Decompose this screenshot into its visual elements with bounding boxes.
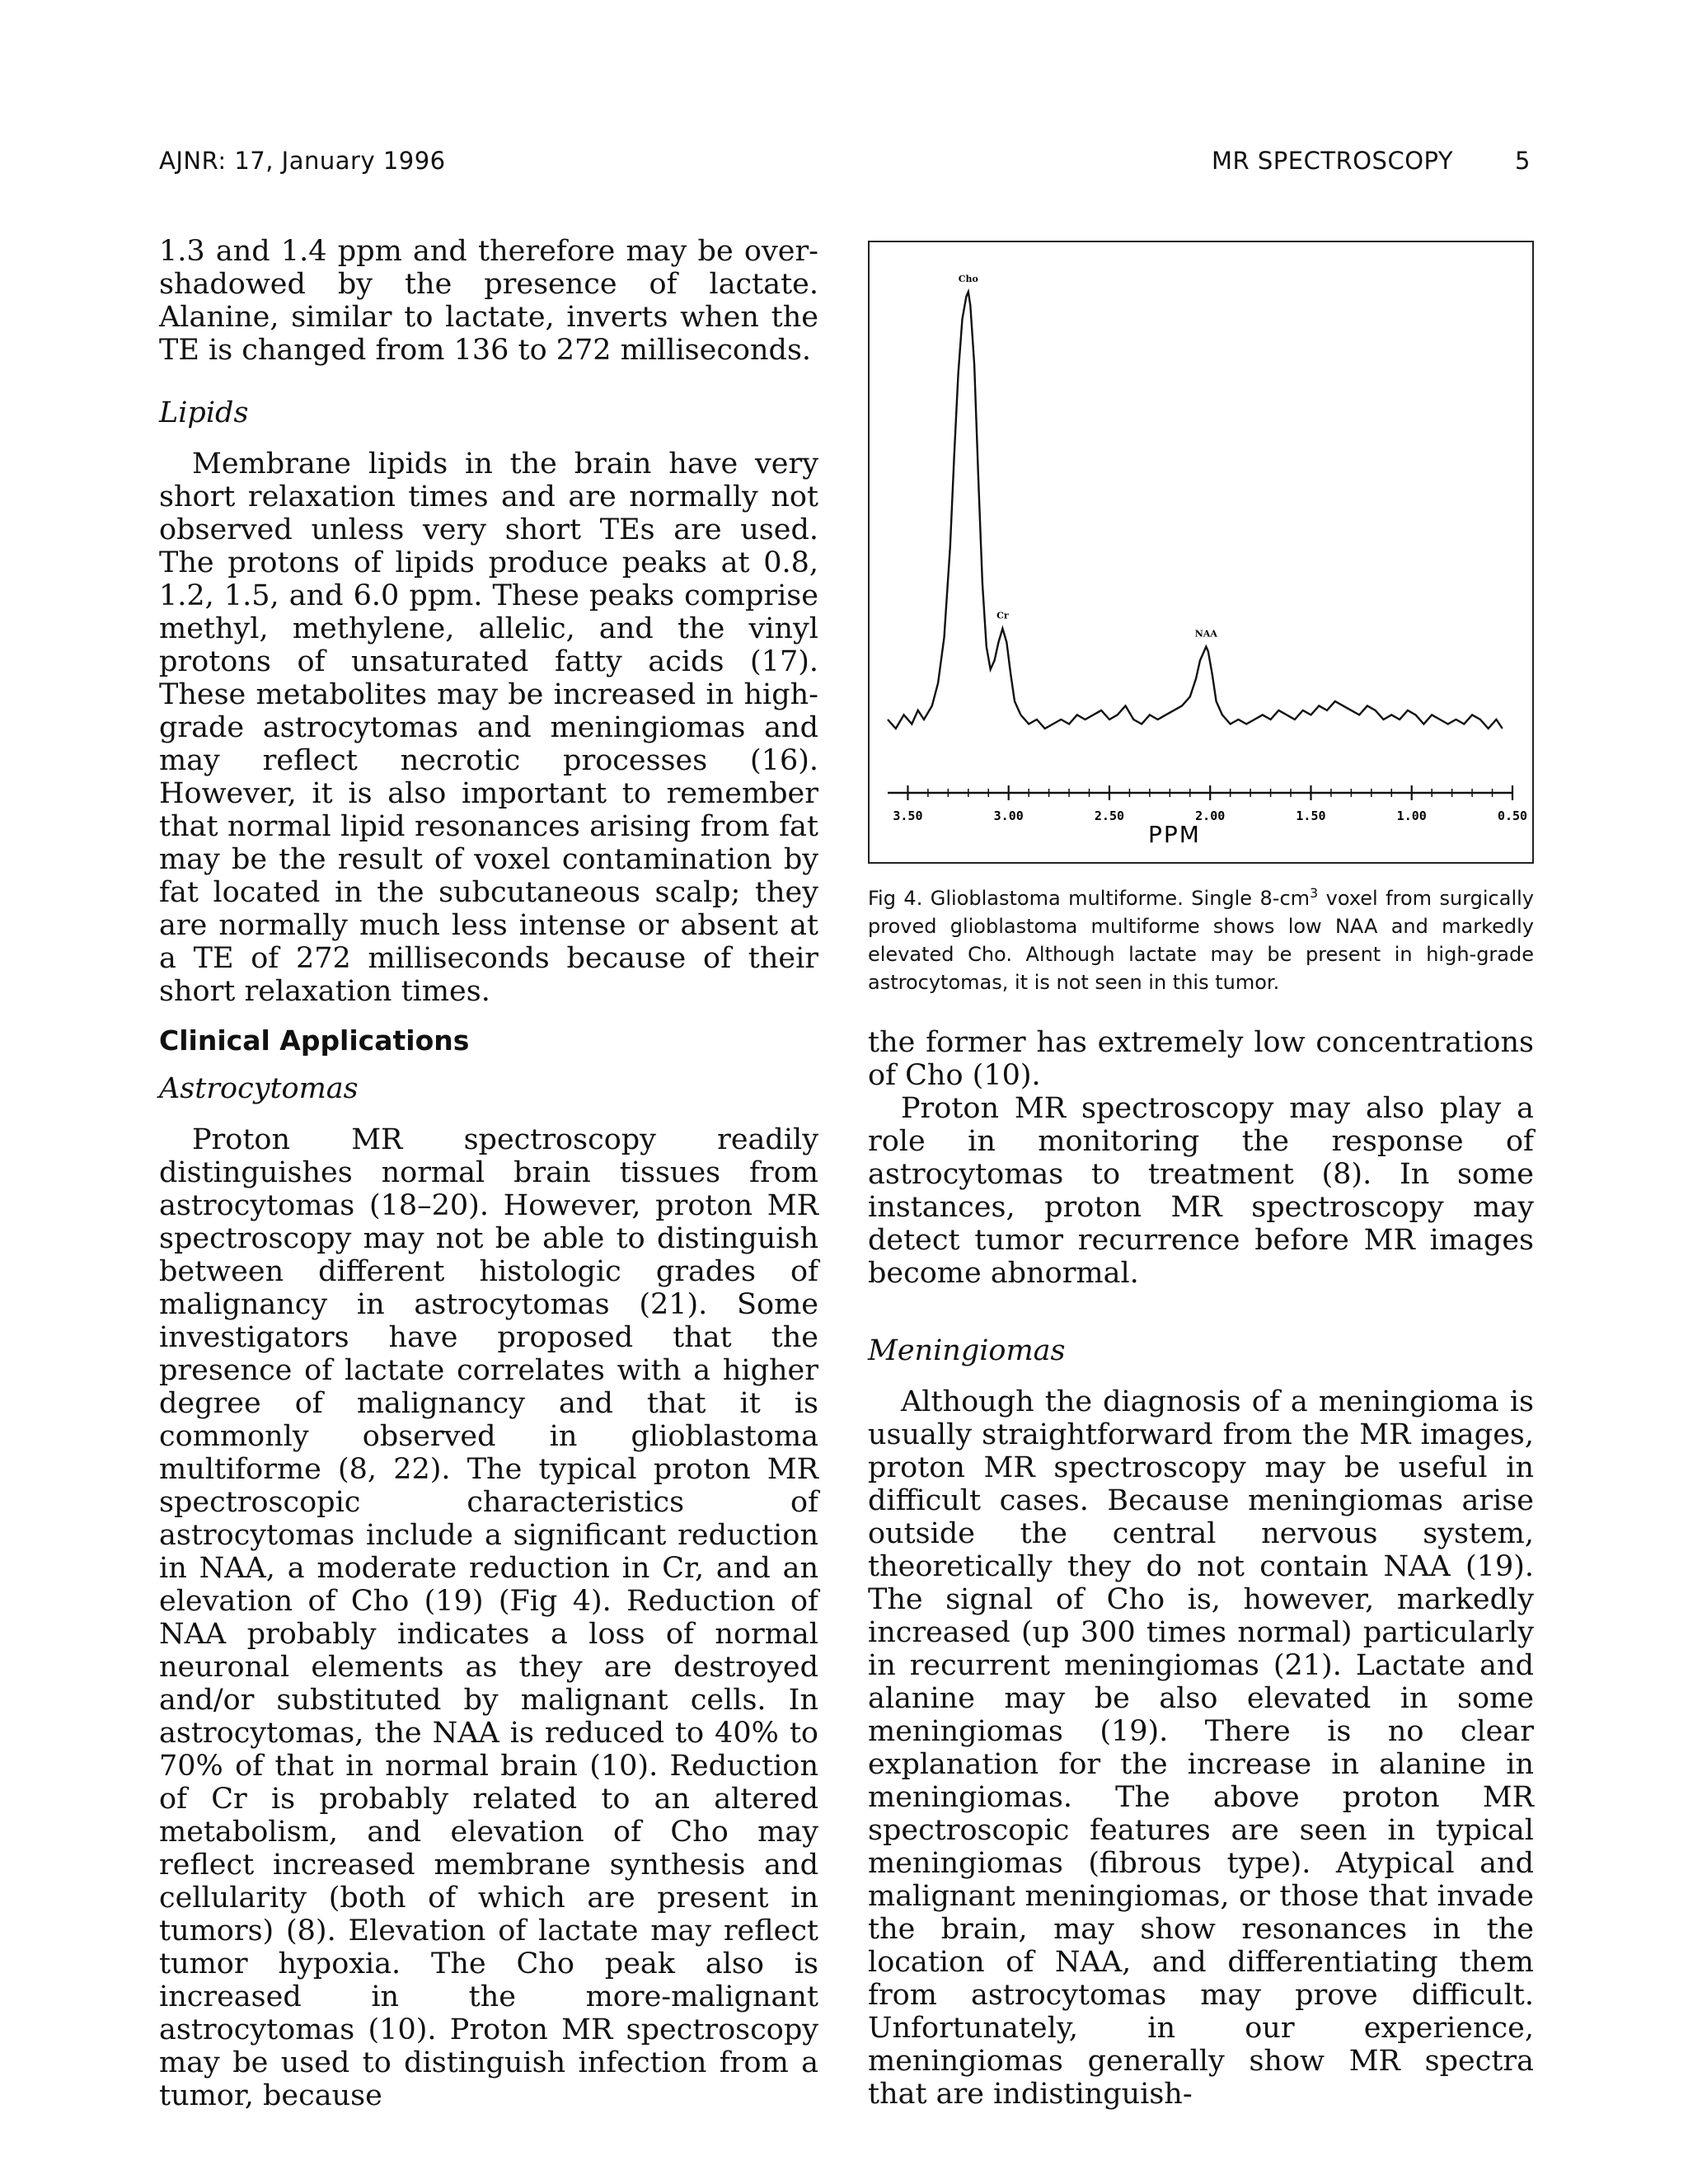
running-head-journal: AJNR: 17, January 1996: [159, 147, 446, 175]
x-axis-label: PPM: [1148, 821, 1201, 848]
peak-label-naa: NAA: [1194, 628, 1217, 640]
x-tick-label: 3.50: [893, 808, 923, 823]
section-heading-meningiomas: Meningiomas: [868, 1334, 1066, 1367]
left-column-bottom: [159, 1024, 818, 2112]
peak-label-cr: Cr: [996, 610, 1009, 621]
running-head-section: MR SPECTROSCOPY: [1212, 147, 1454, 175]
paragraph-infection: the former has extremely low concentrations of Cho (10).: [868, 1026, 1534, 1092]
x-tick-label: 2.50: [1094, 808, 1125, 823]
section-heading-lipids: Lipids: [159, 396, 249, 429]
figure-caption: [868, 884, 1534, 996]
peak-labels: [959, 274, 1218, 640]
section-heading-clinical-applications: Clinical Applications: [159, 1024, 470, 1057]
x-tick-label: 0.50: [1497, 808, 1528, 823]
caption-text-start: Fig 4. Glioblastoma multiforme. Single 8-cm: [868, 887, 1311, 910]
paragraph-monitoring: Proton MR spectroscopy may also play a role in monitoring the response of astrocytomas to treatment (8). In some instances, proton MR spectroscopy may detect tumor recurrence before MR images become abnormal.: [868, 1092, 1534, 1290]
spectrum-chart: [870, 242, 1532, 862]
paragraph-astrocytomas: Proton MR spectroscopy readily distinguishes normal brain tissues from astrocytomas (18–20). However, proton MR spectroscopy may not be able to distinguish between different histologic grades of malignancy in astrocytomas (21). Some investigators have proposed that the presence of lactate correlates with a higher degree of malignancy and that it is commonly observed in glioblastoma multiforme (8, 22). The typical proton MR spectroscopic characteristics of astrocytomas include a significant reduction in NAA, a moderate reduction in Cr, and an elevation of Cho (19) (Fig 4). Reduction of NAA probably indicates a loss of normal neuronal elements as they are destroyed and/or substituted by malignant cells. In astrocytomas, the NAA is reduced to 40% to 70% of that in normal brain (10). Reduction of Cr is probably related to an altered metabolism, and elevation of Cho may reflect increased membrane synthesis and cellularity (both of which are present in tumors) (8). Elevation of lactate may reflect tumor hypoxia. The Cho peak also is increased in the more-malignant astrocytomas (10). Proton MR spectroscopy may be used to distinguish infection from a tumor, because: [159, 1123, 818, 2112]
figure-4-frame: [868, 241, 1534, 864]
x-axis: [888, 785, 1512, 800]
section-heading-astrocytomas: Astrocytomas: [159, 1072, 359, 1105]
paragraph-meningiomas: Although the diagnosis of a meningioma is usually straightforward from the MR images, proton MR spectroscopy may be useful in difficult cases. Because meningiomas arise outside the central nervous system, theoretically they do not contain NAA (19). The signal of Cho is, however, markedly increased (up 300 times normal) particularly in recurrent meningiomas (21). Lactate and alanine may be also elevated in some meningiomas (19). There is no clear explanation for the increase in alanine in meningiomas. The above proton MR spectroscopic features are seen in typical meningiomas (fibrous type). Atypical and malignant meningiomas, or those that invade the brain, may show resonances in the location of NAA, and differentiating them from astrocytomas may prove difficult. Unfortunately, in our experience, meningiomas generally show MR spectra that are indistinguish-: [868, 1385, 1534, 2111]
paragraph-lipids: Membrane lipids in the brain have very short relaxation times and are normally not observed unless very short TEs are used. The protons of lipids produce peaks at 0.8, 1.2, 1.5, and 6.0 ppm. These peaks comprise methyl, methylene, allelic, and the vinyl protons of unsaturated fatty acids (17). These metabolites may be increased in high-grade astrocytomas and meningiomas and may reflect necrotic processes (16). However, it is also important to remember that normal lipid resonances arising from fat may be the result of voxel contamination by fat located in the subcutaneous scalp; they are normally much less intense or absent at a TE of 272 milliseconds because of their short relaxation times.: [159, 448, 818, 1008]
left-column-top: [159, 235, 818, 1008]
spectrum-line: [888, 292, 1503, 729]
caption-superscript: 3: [1310, 885, 1319, 901]
peak-label-cho: Cho: [958, 274, 978, 285]
page-number: 5: [1515, 147, 1531, 175]
x-tick-label: 1.50: [1296, 808, 1326, 823]
x-tick-label: 3.00: [993, 808, 1024, 823]
right-column-bottom: [868, 1026, 1534, 2111]
x-tick-label: 1.00: [1396, 808, 1427, 823]
x-tick-labels: [893, 808, 1527, 823]
x-tick-label: 2.00: [1195, 808, 1226, 823]
paragraph-alanine: 1.3 and 1.4 ppm and therefore may be over-shadowed by the presence of lactate. Alanine, similar to lactate, inverts when the TE is changed from 136 to 272 milliseconds.: [159, 235, 818, 367]
caption-text-end: voxel from surgically proved glioblastoma multiforme shows low NAA and markedly elevated Cho. Although lactate may be present in high-grade astrocytomas, it is not seen in this tumor.: [868, 887, 1534, 994]
